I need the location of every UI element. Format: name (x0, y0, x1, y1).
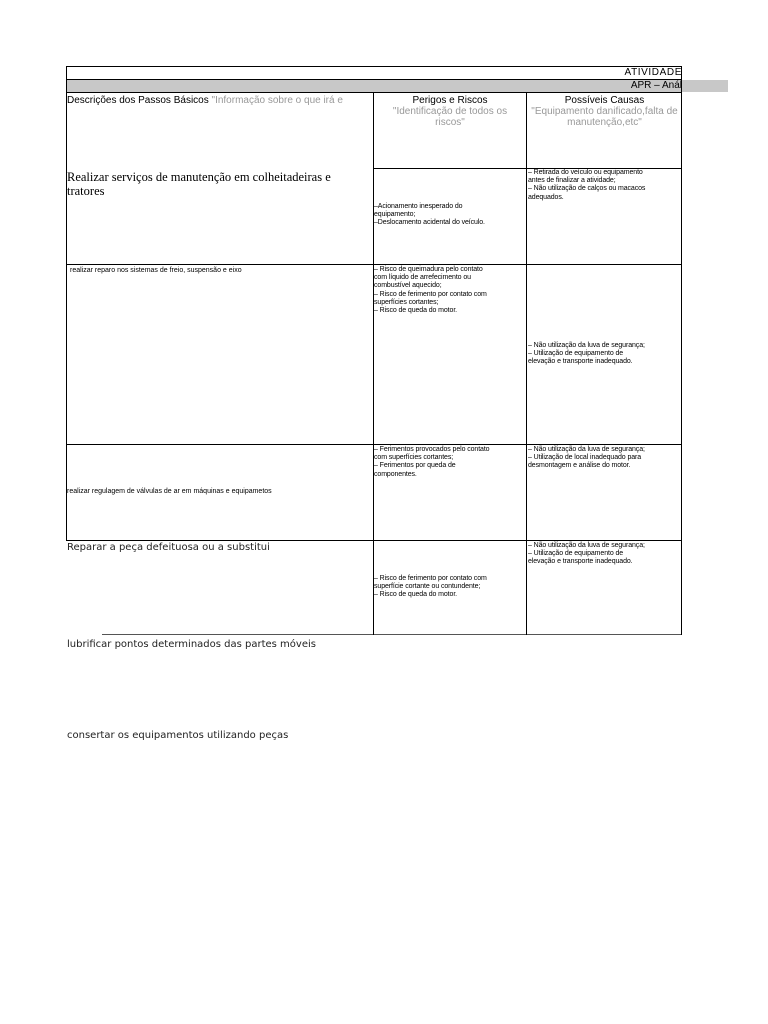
step-1: Realizar serviços de manutenção em colheitadeiras e tratores (67, 170, 331, 198)
perigos-subtitle: "Identificação de todos os riscos" (392, 106, 508, 128)
extra-step-1: lubrificar pontos determinados das partes móveis (67, 639, 316, 650)
causas-subtitle: "Equipamento danificado,falta de manutenção,etc" (531, 106, 678, 128)
causas-1: – Retirada do veículo ou equipamento antes de finalizar a atividade; – Não utilização de calços ou macacos adequados. (528, 169, 646, 201)
step-3: realizar regulagem de válvulas de ar em máquinas e equipametos (67, 488, 272, 495)
causas-4: – Não utilização da luva de segurança; – Utilização de equipamento de elevação e transporte inadequado. (528, 542, 645, 566)
step-2: realizar reparo nos sistemas de freio, suspensão e eixo (70, 267, 242, 274)
apr-header: APR – Anál (630, 80, 682, 91)
step-4: Reparar a peça defeituosa ou a substitui (67, 542, 270, 553)
perigos-3: – Ferimentos provocados pelo contato com superfícies cortantes; – Ferimentos por queda de componentes. (374, 446, 490, 478)
passos-title: Descrições dos Passos Básicos (67, 95, 209, 106)
causas-2: – Não utilização da luva de segurança; – Utilização de equipamento de elevação e transporte inadequado. (528, 342, 645, 366)
perigos-2: – Risco de queimadura pelo contato com líquido de arrefecimento ou combustível aquecido; – Risco de ferimento por contato com superfícies cortantes; – Risco de queda do motor. (374, 266, 487, 315)
perigos-title: Perigos e Riscos (412, 95, 488, 106)
causas-title: Possíveis Causas (564, 95, 645, 106)
perigos-4: – Risco de ferimento por contato com superfície cortante ou contundente; – Risco de queda do motor. (374, 575, 487, 599)
atividade-header: ATIVIDADE (624, 67, 682, 78)
causas-column-header (527, 95, 682, 128)
passos-column-header (67, 95, 373, 106)
passos-subtitle: "Informação sobre o que irá e (211, 95, 343, 106)
perigos-column-header (374, 95, 526, 128)
extra-step-2: consertar os equipamentos utilizando peças (67, 730, 289, 741)
perigos-1: –Acionamento inesperado do equipamento; –Deslocamento acidental do veículo. (374, 203, 485, 227)
causas-3: – Não utilização da luva de segurança; – Utilização de local inadequado para desmontagem e análise do motor. (528, 446, 645, 470)
